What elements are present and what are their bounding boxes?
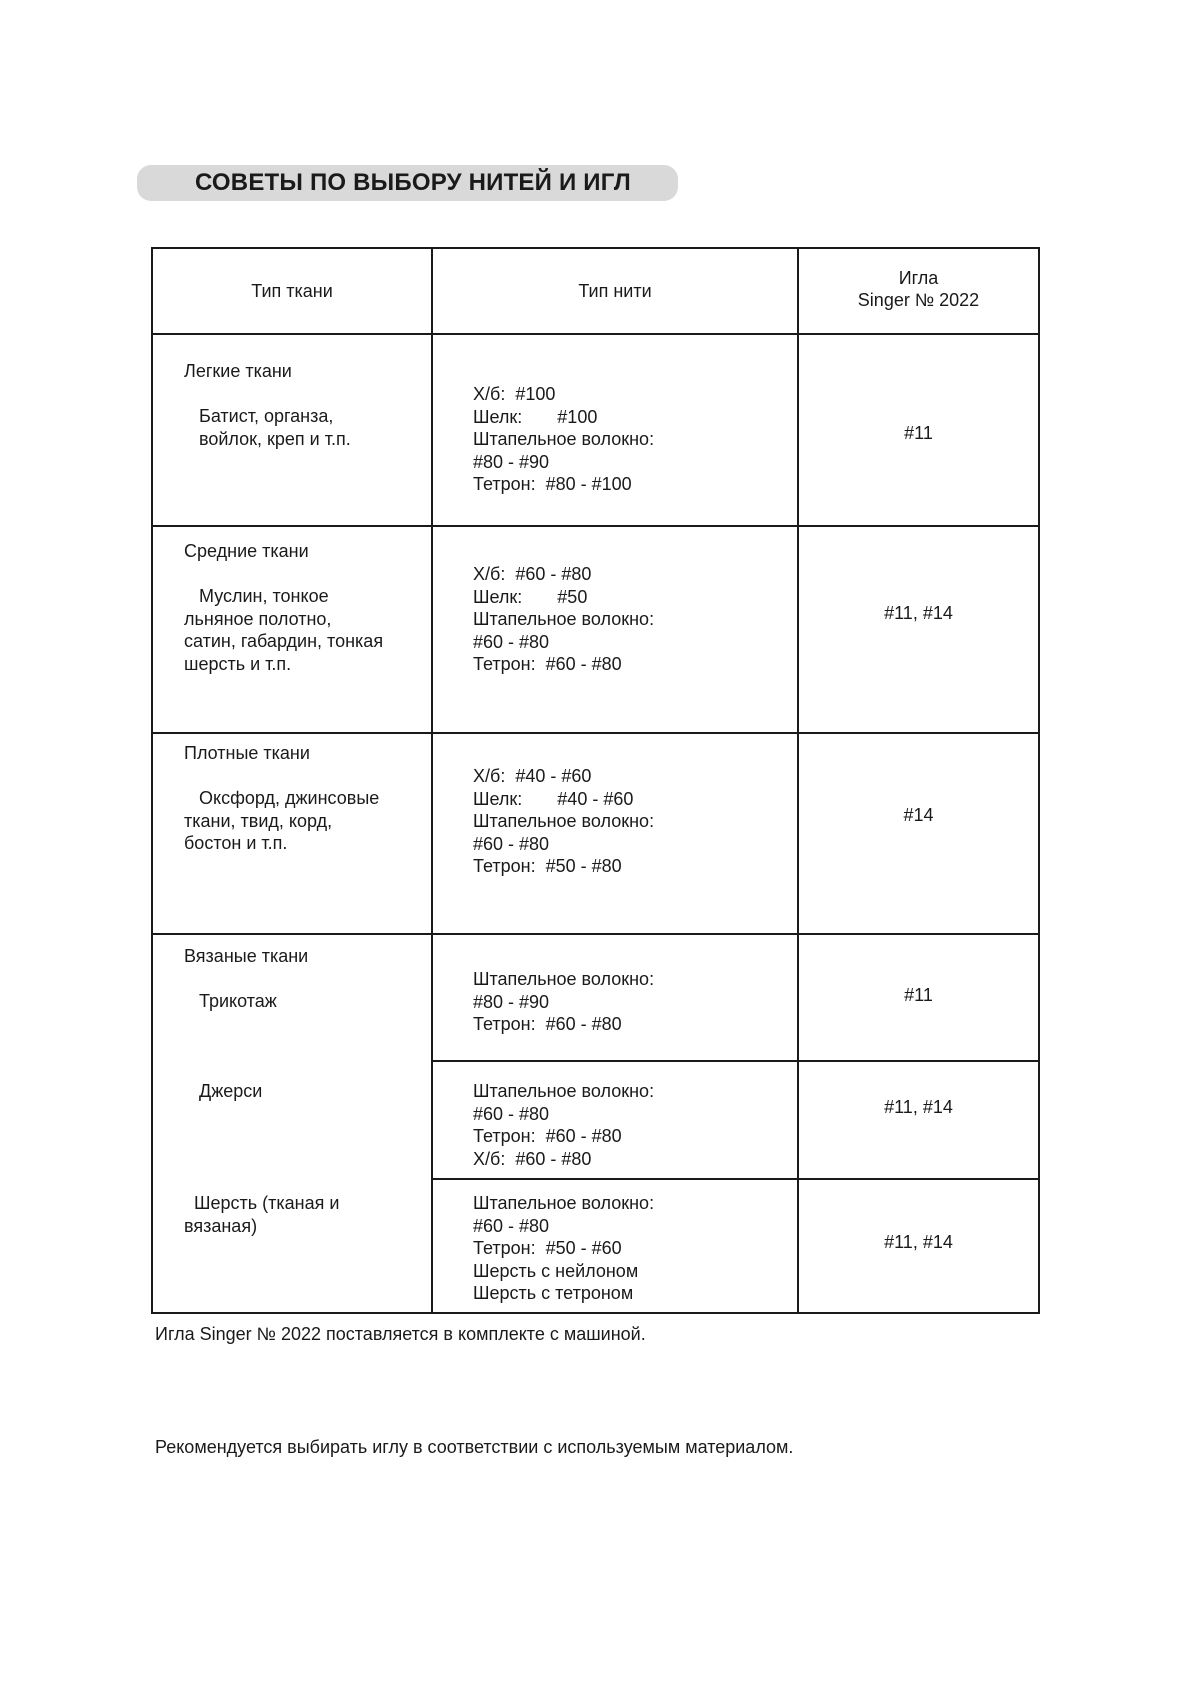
thread-spec: Х/б: #60 - #80 Шелк: #50 Штапельное волокно: #60 - #80 Тетрон: #60 - #80 — [473, 564, 655, 674]
table-border-left — [151, 247, 153, 1314]
needle-size: #11, #14 — [884, 1232, 953, 1252]
thread-spec: Х/б: #100 Шелк: #100 Штапельное волокно: #80 - #90 Тетрон: #80 - #100 — [473, 384, 655, 494]
needle-size: #11, #14 — [884, 1097, 953, 1117]
row-divider — [151, 333, 1040, 335]
thread-spec: Штапельное волокно: #60 - #80 Тетрон: #60 - #80 Х/б: #60 - #80 — [473, 1081, 655, 1169]
fabric-examples: Оксфорд, джинсовые ткани, твид, корд, бостон и т.п. — [184, 788, 380, 853]
column-divider — [431, 247, 433, 1313]
row-divider — [151, 933, 1040, 935]
table-border-right — [1038, 247, 1040, 1314]
thread-spec: Штапельное волокно: #80 - #90 Тетрон: #60 - #80 — [473, 969, 655, 1034]
needle-supplied-note: Игла Singer № 2022 поставляется в комплекте с машиной. — [155, 1324, 646, 1344]
fabric-subtype: Джерси — [184, 1081, 263, 1101]
header-thread-type: Тип нити — [578, 281, 652, 301]
thread-spec: Х/б: #40 - #60 Шелк: #40 - #60 Штапельное волокно: #60 - #80 Тетрон: #50 - #80 — [473, 766, 655, 876]
header-needle: Игла — [898, 268, 939, 288]
fabric-category: Плотные ткани — [184, 743, 310, 763]
needle-size: #14 — [903, 805, 934, 825]
needle-size: #11 — [904, 985, 933, 1005]
fabric-examples: Муслин, тонкое льняное полотно, сатин, габардин, тонкая шерсть и т.п. — [184, 586, 384, 674]
header-needle-model: Singer № 2022 — [857, 290, 980, 310]
needle-size: #11 — [904, 423, 933, 443]
subrow-divider — [431, 1060, 1040, 1062]
fabric-subtype: Шерсть (тканая и вязаная) — [184, 1193, 340, 1236]
needle-size: #11, #14 — [884, 603, 953, 623]
table-border-top — [151, 247, 1040, 249]
column-divider — [797, 247, 799, 1313]
page-title: СОВЕТЫ ПО ВЫБОРУ НИТЕЙ И ИГЛ — [195, 169, 631, 196]
subrow-divider — [431, 1178, 1040, 1180]
needle-recommendation-note: Рекомендуется выбирать иглу в соответствии с используемым материалом. — [155, 1437, 794, 1457]
fabric-subtype: Трикотаж — [184, 991, 277, 1011]
table-border-bottom — [151, 1312, 1040, 1314]
fabric-examples: Батист, органза, войлок, креп и т.п. — [199, 406, 351, 449]
fabric-category: Средние ткани — [184, 541, 309, 561]
header-fabric-type: Тип ткани — [251, 281, 333, 301]
row-divider — [151, 732, 1040, 734]
fabric-category: Вязаные ткани — [184, 946, 309, 966]
fabric-category: Легкие ткани — [184, 361, 292, 381]
thread-spec: Штапельное волокно: #60 - #80 Тетрон: #50 - #60 Шерсть с нейлоном Шерсть с тетроном — [473, 1193, 655, 1303]
row-divider — [151, 525, 1040, 527]
